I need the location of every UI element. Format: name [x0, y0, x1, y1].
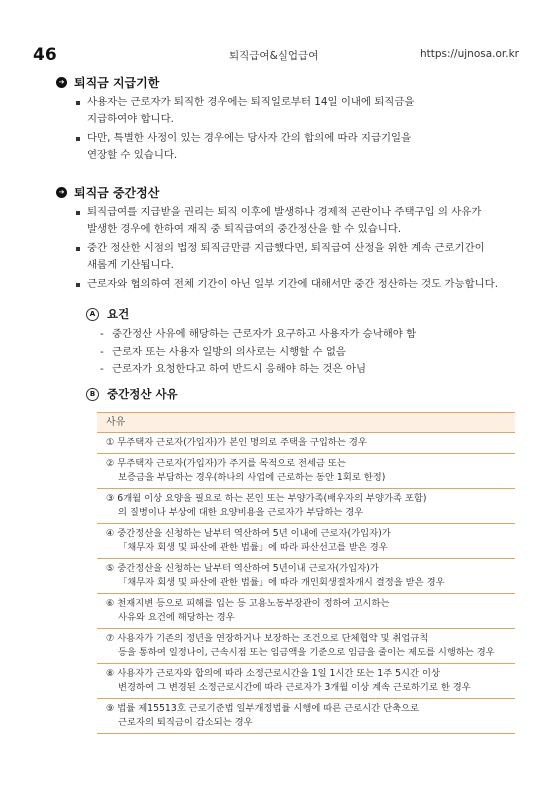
reasons-table: [97, 412, 515, 734]
section-payment-deadline: [56, 73, 516, 164]
table-row: ⑥ 천재지변 등으로 피해를 입는 등 고용노동부장관이 정하여 고시하는 사유와 요건에 해당하는 경우: [97, 594, 515, 629]
list-item: 중간 정산한 시점의 법정 퇴직금만큼 지급했다면, 퇴직급여 산정을 위한 계속 근로기간이 새롭게 기산됩니다.: [56, 240, 516, 274]
table-row: ⑦ 사용자가 기존의 정년을 연장하거나 보장하는 조건으로 단체협약 및 취업규칙 등을 통하여 일정나이, 근속시점 또는 임금액을 기준으로 임금을 줄이는 제도를 시행하는 경우: [97, 629, 515, 664]
table-row: ① 무주택자 근로자(가입자)가 본인 명의로 주택을 구입하는 경우: [97, 433, 515, 454]
website-url: https://ujnosa.or.kr: [419, 48, 519, 60]
page-header: [33, 44, 519, 66]
section-title: ➔ 퇴직금 중간정산: [56, 183, 516, 201]
list-item: - 근로자 또는 사용자 일방의 의사로는 시행할 수 없음: [86, 344, 516, 362]
list-item: 퇴직급여를 지급받을 권리는 퇴직 이후에 발생하나 경제적 곤란이나 주택구입 의 사유가 발생한 경우에 한하여 재직 중 퇴직급여의 중간정산을 할 수 있습니다.: [56, 204, 516, 238]
bullet-list: [56, 204, 516, 293]
list-item: - 근로자가 요청한다고 하여 반드시 응해야 하는 것은 아님: [86, 361, 516, 379]
table-row: ⑤ 중간정산을 신청하는 날부터 역산하여 5년이내 근로자(가입자)가 「채무자 회생 및 파산에 관한 법률」에 따라 개인회생절차개시 결정을 받은 경우: [97, 559, 515, 594]
bullet-list: [56, 94, 516, 164]
table-row: ④ 중간정산을 신청하는 날부터 역산하여 5년 이내에 근로자(가입자)가 「채무자 회생 및 파산에 관한 법률」에 따라 파산선고를 받은 경우: [97, 524, 515, 559]
table-header: 사유: [97, 412, 515, 433]
subsection-reasons: [86, 385, 516, 403]
table-row: ⑨ 법률 제15513호 근로기준법 일부개정법률 시행에 따른 근로시간 단축으로 근로자의 퇴직금이 감소되는 경우: [97, 699, 515, 734]
list-item: 사용자는 근로자가 퇴직한 경우에는 퇴직일로부터 14일 이내에 퇴직금을 지급하여야 합니다.: [56, 94, 516, 128]
table-row: ② 무주택자 근로자(가입자)가 주거를 목적으로 전세금 또는 보증금을 부담하는 경우(하나의 사업에 근로하는 동안 1회로 한정): [97, 454, 515, 489]
arrow-circle-icon: ➔: [56, 77, 67, 88]
circled-letter-icon: A: [86, 308, 99, 321]
list-item: 다만, 특별한 사정이 있는 경우에는 당사자 간의 합의에 따라 지급기일을 연장할 수 있습니다.: [56, 130, 516, 164]
subsection-requirements: [86, 305, 516, 379]
subsection-title: A 요건: [86, 305, 516, 323]
section-title: ➔ 퇴직금 지급기한: [56, 73, 516, 91]
table-row: ⑧ 사용자가 근로자와 합의에 따라 소정근로시간을 1일 1시간 또는 1주 5시간 이상 변경하여 그 변경된 소정근로시간에 따라 근로자가 3개월 이상 계속 근로하기로 한 경우: [97, 664, 515, 699]
requirement-list: [86, 326, 516, 379]
table-row: ③ 6개월 이상 요양을 필요로 하는 본인 또는 부양가족(배우자의 부양가족 포함) 의 질병이나 부상에 대한 요양비용을 근로자가 부담하는 경우: [97, 489, 515, 524]
arrow-circle-icon: ➔: [56, 187, 67, 198]
list-item: 근로자와 협의하여 전체 기간이 아닌 일부 기간에 대해서만 중간 정산하는 것도 가능합니다.: [56, 276, 516, 293]
section-interim-settlement: [56, 183, 516, 293]
running-title: 퇴직급여&실업급여: [229, 50, 319, 62]
subsection-title: B 중간정산 사유: [86, 385, 516, 403]
page-number: 46: [33, 45, 57, 65]
list-item: - 중간정산 사유에 해당하는 근로자가 요구하고 사용자가 승낙해야 함: [86, 326, 516, 344]
circled-letter-icon: B: [86, 388, 99, 401]
